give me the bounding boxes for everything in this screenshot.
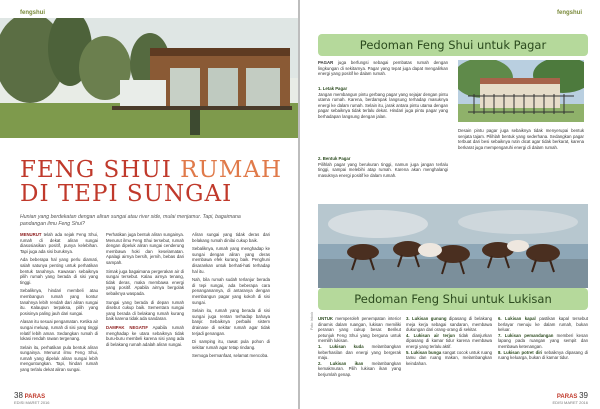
horse-painting-photo [318, 204, 588, 288]
list-item-heading: 8. Lukisan potret diri [498, 349, 543, 355]
page-folio [553, 391, 589, 405]
article-subtitle: Hunian yang berdekatan dengan aliran sungai atau river side, mulai menjamur. Tapi, bagaimana pandangan ilmu Feng Shui? [20, 214, 241, 227]
section-label: fengshui [557, 10, 582, 16]
paragraph: Ada beberapa hal yang perlu diamati, salah satunya penting untuk perhatikan bentuk tanahnya. Kawasan sebaiknya pilih rumah yang berada di sisi yang tinggi. [20, 257, 98, 285]
list-item [498, 350, 588, 361]
list-item-heading: 1. Letak Pagar [318, 86, 348, 91]
list-item-text: dipasang di belakang meja kerja sebagai sandaran, membawa dukungan dari orang-orang di sekitar. [406, 316, 492, 333]
body-column-2 [106, 232, 184, 350]
body-column-1 [20, 232, 98, 376]
right-page [300, 0, 600, 409]
list-item [406, 350, 492, 367]
paragraph: Di samping itu, rawat pula pohon di sekitar rumah agar tetap rindang. [192, 339, 270, 350]
list-item [318, 344, 401, 361]
list-item-text: Jangan membangun pintu gerbang pagar yang sejajar dengan pintu utama rumah. Karena, berdampak langsung terhadap masuknya energi ke dalam rumah. Selain itu, jarak antara pintu utama dengan pagar sebaiknya tidak terlalu dekat. Hindari juga pintu pagar yang berhadapan langsung dengan jalan. [318, 91, 448, 119]
horse-painting-illustration [318, 204, 588, 288]
paragraph-text: telah ada sejak Feng Shui, rumah di dekat aliran sungai diasosiasikan positif, punya kelebihan. Tapi juga ada sisi buruknya. [20, 232, 98, 254]
section-banner-pagar: Pedoman Feng Shui untuk Pagar [318, 34, 588, 56]
list-item [318, 361, 401, 378]
house-photo-illustration [0, 18, 298, 138]
list-item-text: sangat cocok untuk ruang tamu dan ruang makan, melambangkan keindahan. [406, 349, 492, 366]
paragraph: Selain itu, rumah yang berada di sisi sungai juga rentan terhadap bahaya banjir. Sebaiknya perbaiki sistem drainase di sekitar rumah agar tidak terjadi genangan. [192, 308, 270, 336]
lukisan-column-1 [318, 316, 401, 378]
section-banner-lukisan: Pedoman Feng Shui untuk Lukisan [318, 288, 588, 310]
lead-word: MENURUT [20, 232, 42, 237]
list-item [498, 316, 588, 333]
list-item-text: pastikan kapal tersebut berlayar menuju ke dalam rumah, bukan keluar. [498, 316, 588, 333]
subhead: DAMPAK NEGATIF [106, 324, 148, 330]
list-item-heading: 5. Lukisan bunga [406, 349, 442, 355]
list-item-text: Pilihlah pagar yang berukuran tinggi, namun juga jangan terlalu tinggi, sampai melebihi atap rumah. Karena akan menghalangi masuknya energi positif ke dalam rumah. [318, 161, 448, 178]
list-item [318, 86, 448, 120]
list-item-text: melambangkan kemakmuran. Pilih lukisan ikan yang berjumlah genap. [318, 360, 401, 377]
list-item-text: tidak dianjurkan dipasang di kamar tidur karena membawa energi yang terlalu aktif. [406, 332, 492, 349]
title-line-2: DI TEPI SUNGAI [20, 181, 233, 207]
section-label: fengshui [20, 10, 45, 16]
left-page [0, 0, 298, 409]
list-item [406, 333, 492, 350]
lead-word: UNTUK [318, 316, 334, 321]
list-item-text: melambangkan keberhasilan dan energi yang bergerak maju. [318, 343, 401, 361]
magazine-brand: PARAS [24, 394, 46, 400]
paragraph [20, 232, 98, 254]
list-item-heading: 2. Bentuk Pagar [318, 156, 351, 161]
magazine-brand: PARAS [556, 394, 578, 400]
paragraph: Semoga bermanfaat, selamat mencoba. [192, 353, 269, 359]
body-column-3 [192, 232, 270, 362]
photo-credit: Foto: Istock [310, 311, 314, 330]
gate-photo-illustration [458, 60, 584, 122]
gate-caption: Desain pintu pagar juga sebaiknya tidak menyerupai bentuk senjata tajam. Pilihlah bentuk yang sederhana. Sedangkan pagar terbuat dari besi sebaiknya rutin dicat agar tidak berkarat, karena berkarat juga mempengaruhi energi di dalam rumah. [458, 128, 584, 150]
lukisan-column-2 [406, 316, 492, 366]
list-item [318, 156, 448, 178]
list-item-text: sebaiknya dipasang di ruang keluarga, bukan di kamar tidur. [498, 349, 588, 361]
list-item [498, 333, 588, 350]
list-item-heading: 7. Lukisan pemandangan [498, 332, 554, 338]
page-number: 39 [579, 391, 588, 400]
title-word-rumah: RUMAH [180, 157, 283, 183]
paragraph: Selain itu, perhatikan pula bentuk aliran sungainya. Menurut ilmu Feng Shui, rumah yang dipeluk aliran sungai lebih menguntungkan. Tapi, hindari rumah yang terlalu dekat aliran sungai. [20, 344, 98, 373]
paragraph: Simak juga bagaimana pergerakan air di sungai tersebut. Kalau airnya tenang, tidak deras, maka membawa energi yang positif. Apabila airnya bergolak sebaiknya waspada. [106, 268, 184, 296]
paragraph-text: Apabila rumah menghadap ke utara sebaiknya tidak buru-buru membeli karena sisi yang ada di belakang rumah adalah aliran sungai. [106, 324, 184, 347]
paragraph: Nah, bila rumah sudah terlanjur berada di tepi sungai, ada beberapa cara penanganannya, di antaranya dengan membangun pagar yang kokoh di sisi sungai. [192, 277, 270, 305]
lead-word: PAGAR [318, 60, 334, 65]
list-item-heading: 6. Lukisan kapal [498, 316, 536, 321]
gate-photo [458, 60, 584, 122]
paragraph: Sebaliknya, rumah yang menghadap ke sungai dengan aliran yang deras membawa efek kurang baik. Penghuni disarankan untuk berhati-hati terhadap hal itu. [192, 246, 270, 274]
paragraph: Aliran sungai yang tidak deras dari belakang rumah dinilai cukup baik. [192, 232, 270, 243]
article-title [20, 158, 282, 206]
lukisan-column-3 [498, 316, 588, 361]
intro-paragraph [318, 60, 448, 77]
title-word-feng-shui: FENG SHUI [20, 157, 172, 183]
list-item-text: memberi kesan lapang pada ruangan yang sempit dan membawa ketenangan. [498, 332, 589, 349]
list-item-heading: 1. Lukisan kuda [318, 343, 364, 349]
paragraph-text: memperoleh penempatan interior dinamis dalam ruangan, lukisan memiliki peranan yang cukup besar. Berikut petunjuk Feng Shui yang berguna untuk memilih lukisan. [318, 316, 402, 344]
paragraph: Sungai yang berada di depan rumah disebut cukup baik. Sementara sungai yang berada di belakang rumah kurang baik karena tidak ada sandaran. [106, 299, 184, 322]
edition-label: EDISI MARET 2016 [14, 400, 50, 405]
edition-label: EDISI MARET 2016 [552, 400, 588, 405]
house-photo [0, 18, 298, 138]
paragraph-text: juga berfungsi sebagai pembatas rumah dengan lingkungan di sekitarnya. Pagar yang tepat juga dapat mengalirkan energi yang positif ke dalam rumah. [318, 60, 448, 77]
page-number: 38 [14, 391, 23, 400]
paragraph: Sebaliknya, hindari membeli atau membangun rumah yang kontur tanahnya lebih rendah dari aliran sungai itu. Kalaupun terpaksa, pilih yang posisinya paling jauh dari sungai. [20, 288, 98, 316]
list-item-heading: 2. Lukisan ikan [318, 360, 364, 366]
paragraph: Alasan itu sesuai pengamatan. Ketika air sungai meluap, rumah di sisi yang tinggi relatif lebih aman. Sedangkan rumah di lokasi rendah rawan tergenang. [20, 319, 98, 342]
list-item [406, 316, 492, 333]
page-folio [14, 391, 50, 405]
list-item-heading: 4. Lukisan air terjun [406, 332, 456, 338]
paragraph: Perhatikan juga bentuk aliran sungainya. Menurut ilmu Feng Shui tersebut, rumah dengan dipeluk aliran sungai cenderung membawa hoki dan keselamatan. Apalagi airnya bersih, jernih, bebas dari sampah. [106, 232, 184, 265]
paragraph [106, 325, 184, 347]
paragraph [318, 316, 401, 344]
list-item-heading: 3. Lukisan gunung [406, 316, 447, 321]
